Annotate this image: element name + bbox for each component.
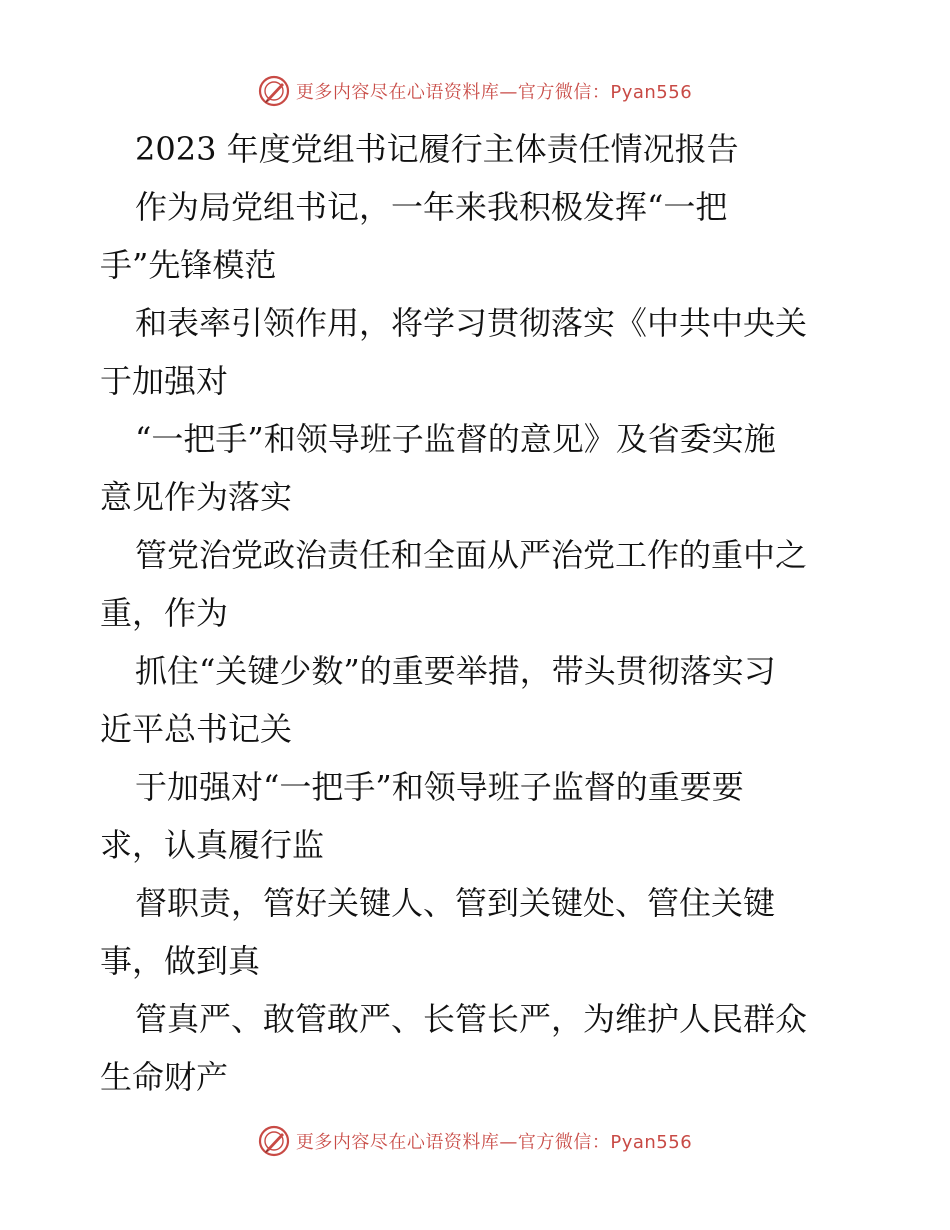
footer-watermark <box>0 1121 950 1161</box>
paragraph-line: “一把手”和领导班子监督的意见》及省委实施 <box>135 420 776 458</box>
paragraph-line: 手”先锋模范 <box>100 246 277 284</box>
paragraph-line: 督职责，管好关键人、管到关键处、管住关键 <box>135 884 776 922</box>
quill-logo-icon <box>258 75 290 107</box>
document-title: 2023 年度党组书记履行主体责任情况报告 <box>135 130 739 168</box>
paragraph-line: 生命财产 <box>100 1058 229 1096</box>
paragraph-line: 于加强对 <box>100 362 229 400</box>
paragraph-line: 抓住“关键少数”的重要举措，带头贯彻落实习 <box>135 652 776 690</box>
paragraph-line: 近平总书记关 <box>100 710 293 748</box>
paragraph-line: 事，做到真 <box>100 942 261 980</box>
watermark-text: 更多内容尽在心语资料库—官方微信：Pyan556 <box>295 82 693 103</box>
paragraph-line: 作为局党组书记，一年来我积极发挥“一把 <box>135 188 728 226</box>
paragraph-line: 管党治党政治责任和全面从严治党工作的重中之 <box>135 536 808 574</box>
header-watermark <box>0 71 950 111</box>
paragraph-line: 求，认真履行监 <box>100 826 325 864</box>
quill-logo-icon <box>258 1125 290 1157</box>
paragraph-line: 意见作为落实 <box>100 478 293 516</box>
watermark-text: 更多内容尽在心语资料库—官方微信：Pyan556 <box>295 1132 693 1153</box>
paragraph-line: 管真严、敢管敢严、长管长严，为维护人民群众 <box>135 1000 808 1038</box>
paragraph-line: 重，作为 <box>100 594 229 632</box>
paragraph-line: 于加强对“一把手”和领导班子监督的重要要 <box>135 768 744 806</box>
paragraph-line: 和表率引领作用，将学习贯彻落实《中共中央关 <box>135 304 808 342</box>
